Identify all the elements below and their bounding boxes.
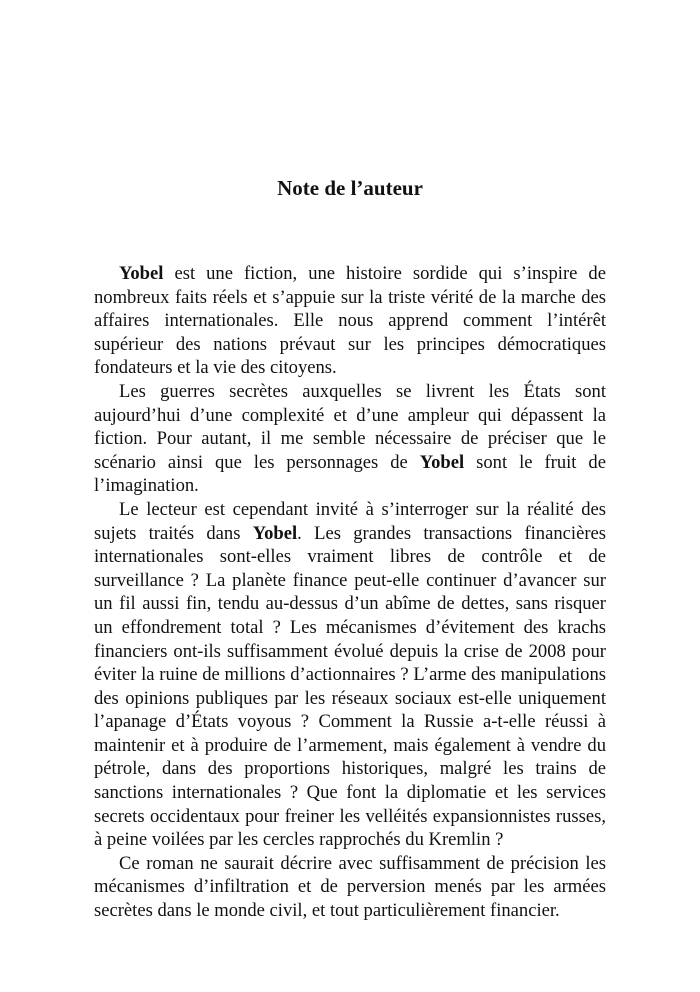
body-text <box>94 262 606 923</box>
paragraph <box>94 498 606 852</box>
book-title-emphasis: Yobel <box>119 263 164 284</box>
page-title: Note de l’auteur <box>277 176 423 200</box>
paragraph-text: sont le fruit de l’imagination. <box>94 451 606 497</box>
paragraph <box>94 380 606 498</box>
paragraph-text: Les guerres secrètes auxquelles se livrent les États sont aujourd’hui d’une complexité et d’une ampleur qui dépassent la fiction. Pour autant, il me semble nécessaire de préciser que le scénario ainsi que les personnages de <box>94 380 606 473</box>
book-title-emphasis: Yobel <box>252 522 298 544</box>
paragraph <box>94 852 606 923</box>
paragraph <box>94 262 606 380</box>
paragraph-text: Ce roman ne saurait décrire avec suffisamment de précision les mécanismes d’infiltration et de perversion menés par les armées secrètes dans le monde civil, et tout particulièrement financier. <box>94 852 606 922</box>
paragraph-text: Le lecteur est cependant invité à s’interroger sur la réalité des sujets traités dans <box>94 498 606 544</box>
book-title-emphasis: Yobel <box>419 451 465 473</box>
paragraph-text: est une fiction, une histoire sordide qui s’inspire de nombreux faits réels et s’appuie sur la triste vérité de la marche des affaires internationales. Elle nous apprend comment l’intérêt supérieur des nations prévaut sur les principes démocratiques fondateurs et la vie des citoyens. <box>94 263 606 379</box>
paragraph-text: . Les grandes transactions financières internationales sont-elles vraiment libres de contrôle et de surveillance ? La planète finance peut-elle continuer d’avancer sur un fil aussi fin, tendu au-dessus d’un abîme de dettes, sans risquer un effondrement total ? Les mécanismes d’évitement des krachs financiers ont-ils suffisamment évolué depuis la crise de 2008 pour éviter la ruine de millions d’actionnaires ? L’arme des manipulations des opinions publiques par les réseaux sociaux est-elle uniquement l’apanage d’États voyous ? Comment la Russie a-t-elle réussi à maintenir et à produire de l’armement, mais également à vendre du pétrole, dans des proportions historiques, malgré les trains de sanctions internationales ? Que font la diplomatie et les services secrets occidentaux pour freiner les velléités expansionnistes russes, à peine voilées par les cercles rapprochés du Kremlin ? <box>94 522 607 851</box>
